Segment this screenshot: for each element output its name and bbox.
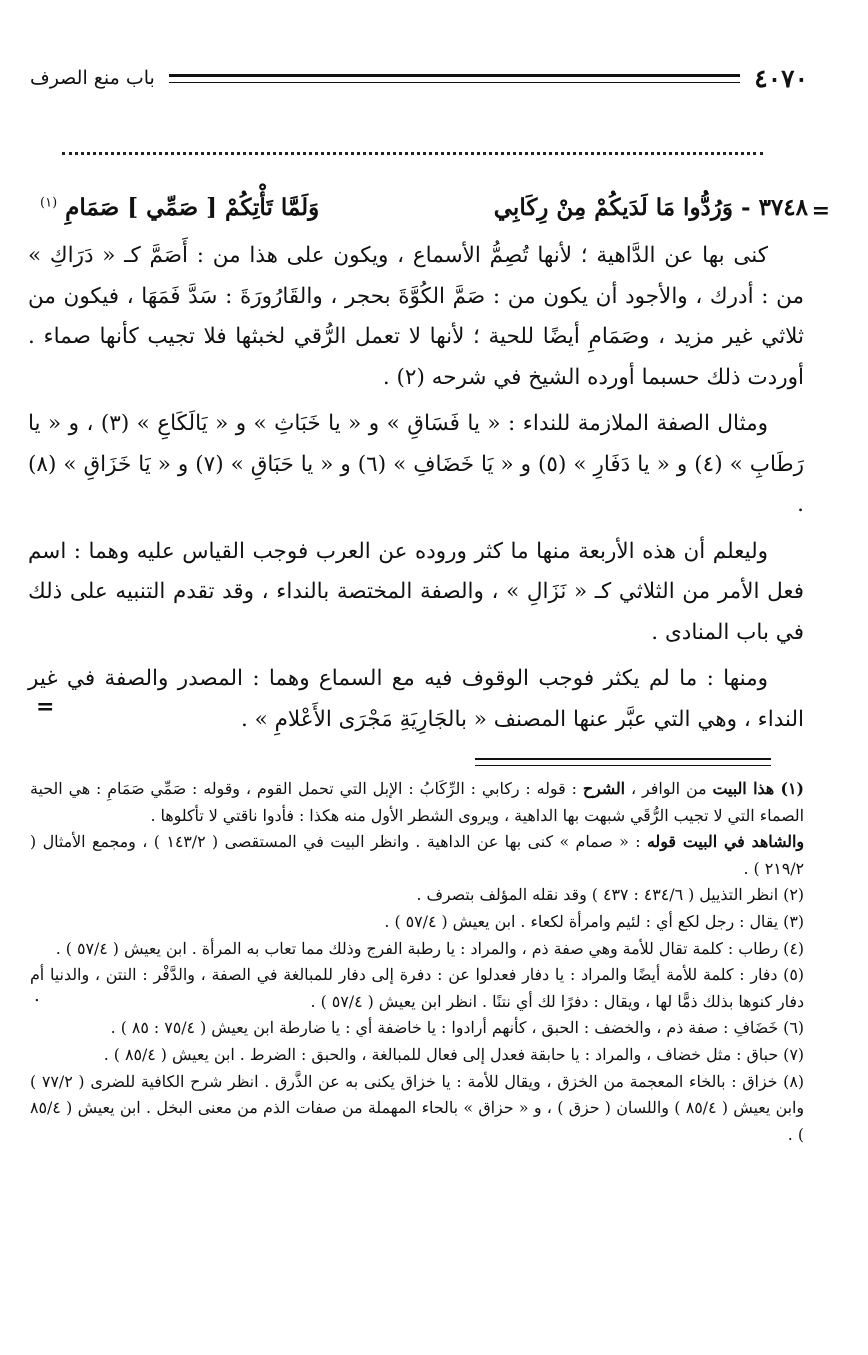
chapter-title: باب منع الصرف	[30, 67, 155, 89]
page-header	[30, 58, 808, 98]
page-number: ٤٠٧٠	[754, 63, 808, 93]
footnotes	[30, 776, 804, 1148]
footnote-8: (٨) خزاق : بالخاء المعجمة من الخزق ، ويقال للأمة : يا خزاق يكنى به عن الذَّرق . انظر شرح الكافية للضرى ( ٧٧/٢ ) وابن يعيش ( ٨٥/٤ ) واللسان ( حزق ) ، و « حزاق » بالحاء المهملة من صفات الذم من معنى البخل . ابن يعيش ( ٨٥/٤ ) .	[30, 1071, 805, 1144]
verse-first-half: ٣٧٤٨ - وَرُدُّوا مَا لَدَيكُمْ مِنْ رِكَابِي	[493, 194, 808, 221]
paragraph-3: وليعلم أن هذه الأربعة منها ما كثر وروده عن العرب فوجب القياس عليه وهما : اسم فعل الأمر من الثلاثي كـ « نَزَالِ » ، والصفة المختصة بالنداء ، وقد تقدم التنبيه على ذلك في باب المنادى .	[28, 538, 804, 645]
poetry-verse	[40, 194, 808, 221]
margin-mark-bottom: =	[36, 694, 55, 720]
body-paragraphs	[28, 236, 804, 740]
footnote-7: (٧) حباق : مثل خضاف ، والمراد : يا حابقة فعدل إلى فعال للمبالغة ، والحبق : الضرط . ابن يعيش ( ٨٥/٤ ) .	[103, 1044, 804, 1064]
footnote-1: (١) هذا البيت من الوافر ، الشرح : قوله : ركابي : الرِّكَابُ : الإبل التي تحمل القوم ، وقوله : صَمِّي صَمَامِ : هي الحية الصماء التي لا تجيب الرُّقَي شبهت بها الداهية ، ويروى الشطر الأول منه هكذا : فأدوا ناقتي لا تأكلوها .	[30, 779, 805, 825]
margin-mark-top: =	[811, 198, 830, 224]
footnote-5: (٥) دفار : كلمة للأمة أيضًا والمراد : يا دفار فعدلوا عن : دفرة إلى دفار للمبالغة في الصفة ، والدَّفْر : النتن ، والدنيا أم دفار كنوها بذلك ذمًّا لها ، ويقال : دفرًا لك أي نتنًا . انظر ابن يعيش ( ٥٧/٤ ) .	[30, 965, 804, 1011]
paragraph-1: كنى بها عن الدَّاهية ؛ لأنها تُصِمُّ الأسماع ، ويكون على هذا من : أَصَمَّ كـ « دَرَاكِ » من : أدرك ، والأجود أن يكون من : صَمَّ الكُوَّةَ بحجر ، والقَارُورَةَ : سَدَّ فَمَهَا ، فيكون من ثلاثي غير مزيد ، وصَمَامِ أيضًا للحية ؛ لأنها لا تعمل الرُّقي لخبثها فلا تجيب كأنها صماء . أوردت ذلك حسبما أورده الشيخ في شرحه (٢) .	[28, 243, 804, 390]
paragraph-4: ومنها : ما لم يكثر فوجب الوقوف فيه مع السماع وهما : المصدر والصفة في غير النداء ، وهي التي عبَّر عنها المصنف « بالجَارِيَةِ مَجْرَى الأَعْلامِ » .	[28, 666, 804, 732]
stray-mark: .	[34, 985, 40, 1006]
footnote-3: (٣) يقال : رجل لكع أي : لئيم وامرأة لكعاء . ابن يعيش ( ٥٧/٤ ) .	[384, 911, 804, 931]
paragraph-2: ومثال الصفة الملازمة للنداء : « يا فَسَاقِ » و « يا خَبَاثِ » و « يَالَكَاعِ » (٣) ، و « يا رَطَابِ » (٤) و « يا دَفَارِ » (٥) و « يَا خَضَافِ » (٦) و « يا حَبَاقِ » (٧) و « يَا خَزَاقِ » (٨) .	[28, 411, 804, 517]
footnote-6: (٦) خَضَافِ : صفة ذم ، والخضف : الحبق ، كأنهم أرادوا : يا خاضفة أي : يا ضارطة ابن يعيش ( ٧٥/٤ : ٨٥ ) .	[110, 1018, 804, 1038]
footnote-rule	[475, 758, 771, 766]
footnote-2: (٢) انظر التذييل ( ٤٣٤/٦ : ٤٣٧ ) وقد نقله المؤلف بتصرف .	[416, 885, 804, 905]
footnote-ref: (١)	[40, 195, 58, 211]
footnote-4: (٤) رطاب : كلمة تقال للأمة وهي صفة ذم ، والمراد : يا رطبة الفرج وذلك مما تعاب به المرأة . ابن يعيش ( ٥٧/٤ ) .	[55, 938, 804, 958]
footnote-1-witness: والشاهد في البيت قوله : « صمام » كنى بها عن الداهية . وانظر البيت في المستقصى ( ١٤٣/٢ ) ، ومجمع الأمثال ( ٢١٩/٢ ) .	[30, 832, 804, 878]
dotted-separator	[62, 132, 763, 155]
header-rule	[169, 74, 740, 83]
verse-second-half: وَلَمَّا تَأْتِكُمْ [ صَمِّي ] صَمَامِ $^{(١)}$	[40, 194, 320, 221]
